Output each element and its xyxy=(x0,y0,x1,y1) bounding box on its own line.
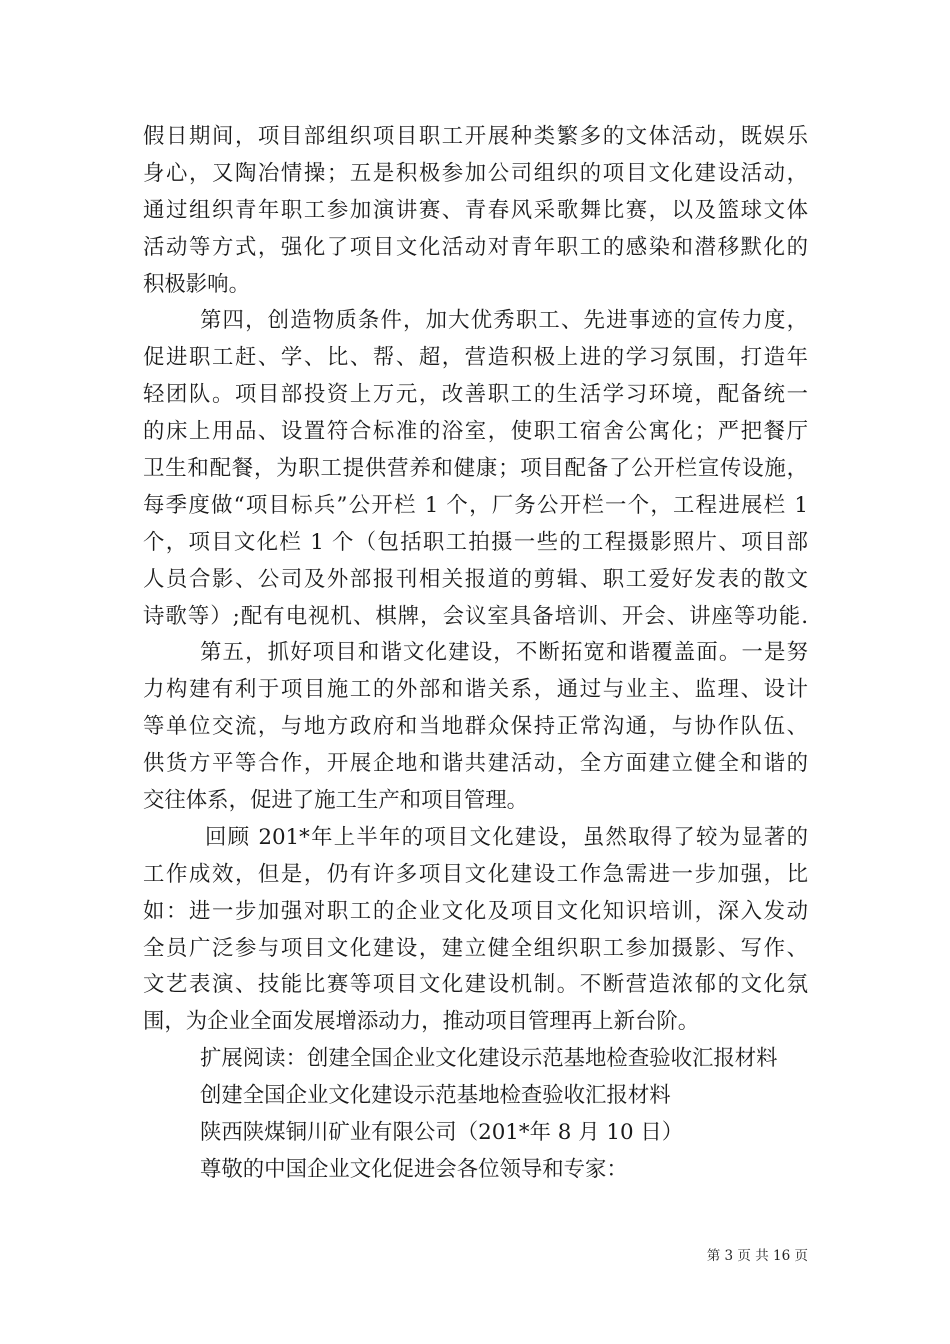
body-line: 供货方平等合作，开展企地和谐共建活动，全方面建立健全和谐的 xyxy=(143,751,808,777)
report-title-line: 创建全国企业文化建设示范基地检查验收汇报材料 xyxy=(200,1083,671,1109)
paragraph-start-line: 回顾 201*年上半年的项目文化建设，虽然取得了较为显著的 xyxy=(205,824,808,850)
body-line: 工作成效，但是，仍有许多项目文化建设工作急需进一步加强，比 xyxy=(143,861,808,887)
document-body xyxy=(143,119,808,1189)
body-line: 身心，又陶冶情操；五是积极参加公司组织的项目文化建设活动， xyxy=(143,160,808,186)
body-line: 围，为企业全面发展增添动力，推动项目管理再上新台阶。 xyxy=(143,1009,700,1035)
body-line: 力构建有利于项目施工的外部和谐关系，通过与业主、监理、设计 xyxy=(143,677,808,703)
body-line: 通过组织青年职工参加演讲赛、青春风采歌舞比赛，以及篮球文体 xyxy=(143,197,808,223)
salutation-line: 尊敬的中国企业文化促进会各位领导和专家： xyxy=(200,1156,628,1182)
body-line: 如：进一步加强对职工的企业文化及项目文化知识培训，深入发动 xyxy=(143,898,808,924)
body-line: 全员广泛参与项目文化建设，建立健全组织职工参加摄影、写作、 xyxy=(143,935,808,961)
body-line: 活动等方式，强化了项目文化活动对青年职工的感染和潜移默化的 xyxy=(143,234,808,260)
page-number: 第 3 页 共 16 页 xyxy=(706,1248,808,1264)
body-line: 轻团队。项目部投资上万元，改善职工的生活学习环境，配备统一 xyxy=(143,382,808,408)
body-line: 人员合影、公司及外部报刊相关报道的剪辑、职工爱好发表的散文 xyxy=(143,566,808,592)
body-line: 卫生和配餐，为职工提供营养和健康；项目配备了公开栏宣传设施， xyxy=(143,456,808,482)
body-line: 交往体系，促进了施工生产和项目管理。 xyxy=(143,788,529,814)
paragraph-start-line: 第五，抓好项目和谐文化建设，不断拓宽和谐覆盖面。一是努 xyxy=(200,640,808,666)
paragraph-start-line: 第四，创造物质条件，加大优秀职工、先进事迹的宣传力度， xyxy=(200,308,808,334)
company-date-line: 陕西陕煤铜川矿业有限公司（201*年 8 月 10 日） xyxy=(200,1120,684,1146)
extended-reading-line: 扩展阅读：创建全国企业文化建设示范基地检查验收汇报材料 xyxy=(200,1046,778,1072)
body-line: 每季度做“项目标兵”公开栏 1 个，厂务公开栏一个，工程进展栏 1 xyxy=(143,492,808,518)
body-line: 的床上用品、设置符合标准的浴室，使职工宿舍公寓化；严把餐厅 xyxy=(143,419,808,445)
body-line: 诗歌等）;配有电视机、棋牌，会议室具备培训、开会、讲座等功能. xyxy=(143,603,808,629)
body-line: 文艺表演、技能比赛等项目文化建设机制。不断营造浓郁的文化氛 xyxy=(143,972,808,998)
body-line: 积极影响。 xyxy=(143,271,250,297)
body-line: 假日期间，项目部组织项目职工开展种类繁多的文体活动，既娱乐 xyxy=(143,124,808,149)
body-line: 个，项目文化栏 1 个（包括职工拍摄一些的工程摄影照片、项目部 xyxy=(143,529,808,555)
body-line: 促进职工赶、学、比、帮、超，营造积极上进的学习氛围，打造年 xyxy=(143,345,808,371)
body-line: 等单位交流，与地方政府和当地群众保持正常沟通，与协作队伍、 xyxy=(143,714,808,740)
